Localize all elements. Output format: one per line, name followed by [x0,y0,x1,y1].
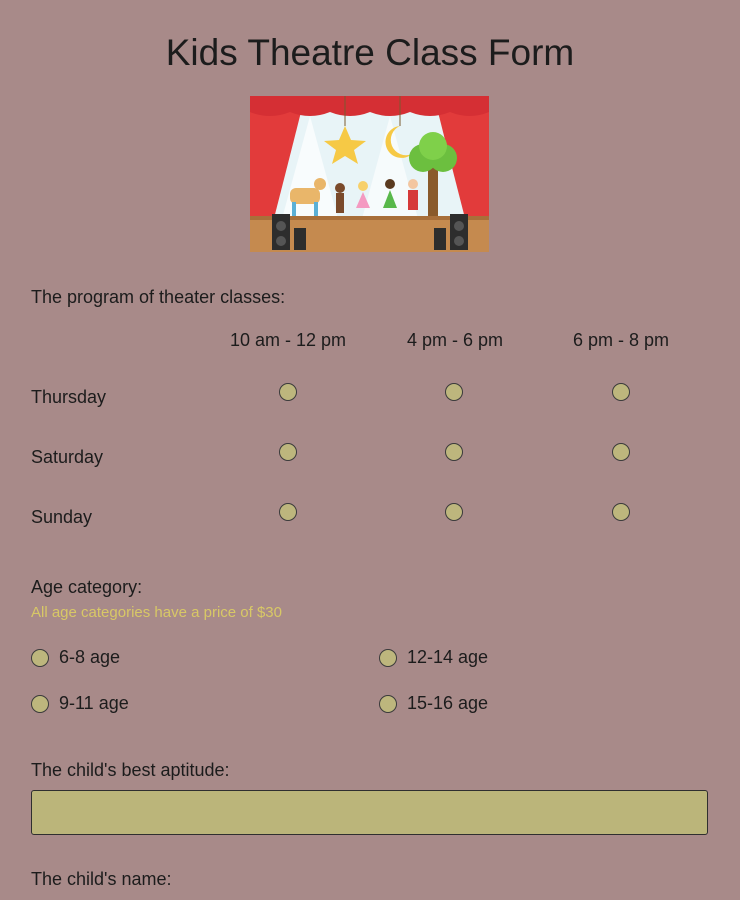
radio-button[interactable] [379,695,397,713]
schedule-radio-saturday-3[interactable] [612,443,630,461]
age-option-label: 9-11 age [59,693,129,713]
schedule-radio-sunday-1[interactable] [279,503,297,521]
program-label: The program of theater classes: [31,287,286,307]
day-label-thursday: Thursday [31,387,107,407]
age-option-label: 15-16 age [407,693,489,713]
age-category-label: Age category: [31,577,143,597]
schedule-radio-sunday-3[interactable] [612,503,630,521]
age-option-12-14[interactable] [379,647,488,668]
theatre-stage-image [250,96,489,252]
schedule-radio-saturday-2[interactable] [445,443,463,461]
radio-button[interactable] [31,695,49,713]
schedule-radio-sunday-2[interactable] [445,503,463,521]
radio-button[interactable] [31,649,49,667]
theatre-stage-illustration [250,96,489,252]
aptitude-input[interactable] [31,790,708,835]
day-label-sunday: Sunday [31,507,93,527]
schedule-radio-thursday-2[interactable] [445,383,463,401]
schedule-radio-thursday-1[interactable] [279,383,297,401]
age-option-15-16[interactable] [379,693,488,714]
radio-button[interactable] [379,649,397,667]
age-option-9-11[interactable] [31,693,129,714]
aptitude-label: The child's best aptitude: [31,760,230,780]
schedule-radio-saturday-1[interactable] [279,443,297,461]
age-option-6-8[interactable] [31,647,120,668]
schedule-radio-thursday-3[interactable] [612,383,630,401]
time-slot-header: 4 pm - 6 pm [406,330,504,350]
form-title: Kids Theatre Class Form [165,32,575,73]
age-price-note: All age categories have a price of $30 [31,604,282,621]
child-name-label: The child's name: [31,869,172,889]
day-label-saturday: Saturday [31,447,104,467]
time-slot-header: 10 am - 12 pm [229,330,347,350]
age-option-label: 6-8 age [59,647,121,667]
age-option-label: 12-14 age [407,647,489,667]
time-slot-header: 6 pm - 8 pm [572,330,670,350]
